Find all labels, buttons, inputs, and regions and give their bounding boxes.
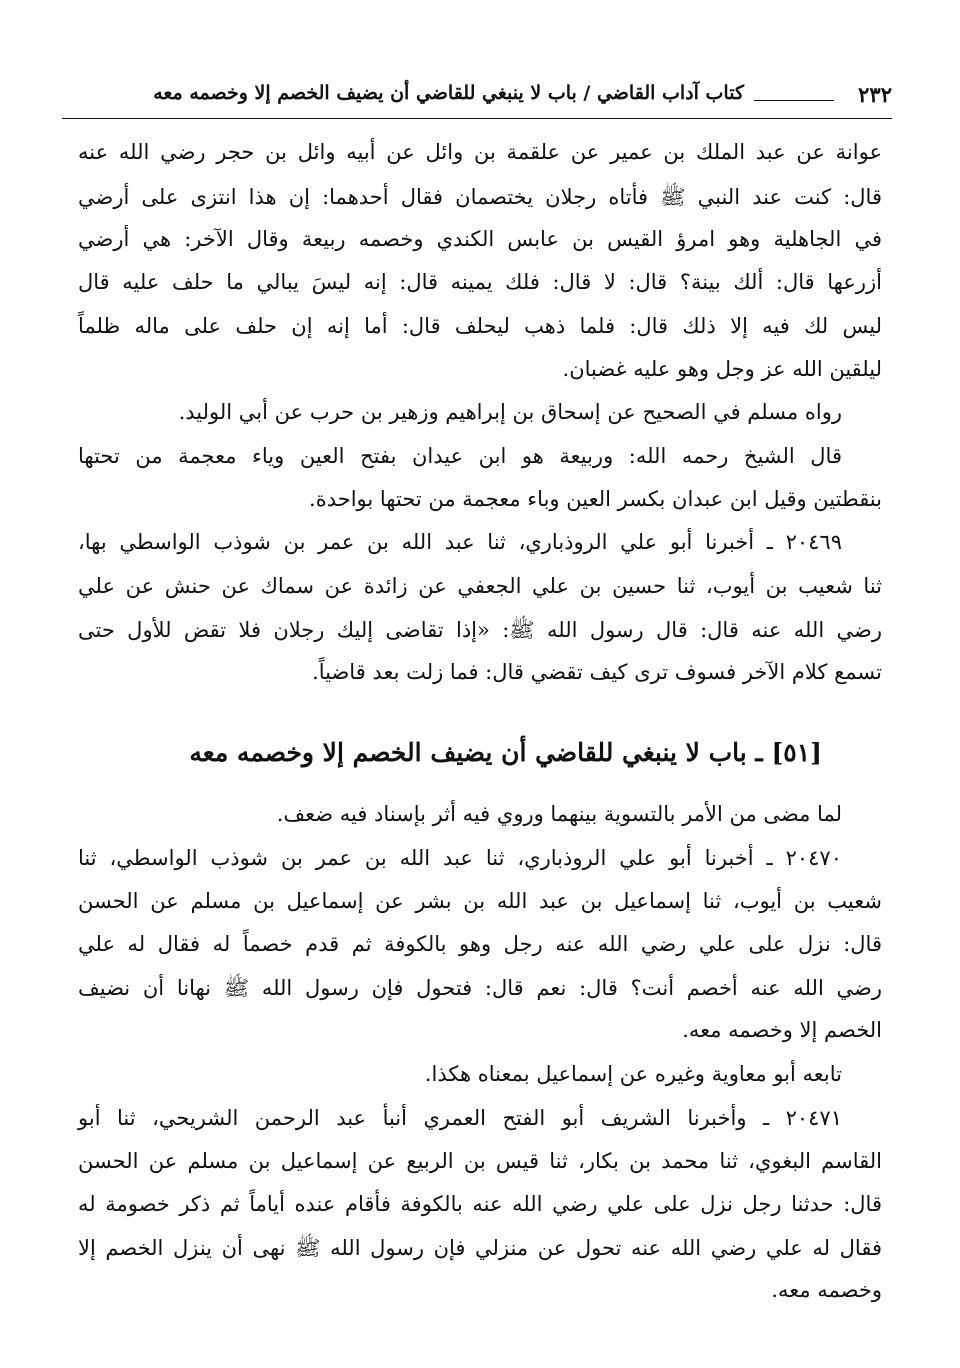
text-line: بنقطتين وقيل ابن عبدان بكسر العين وباء معجمة من تحتها بواحدة.	[309, 487, 882, 511]
text-line: تابعه أبو معاوية وغيره عن إسماعيل بمعناه هكذا.	[424, 1062, 842, 1086]
text-line: أزرعها قال: ألك بينة؟ قال: لا قال: فلك يمينه قال: إنه ليسَ يبالي ما حلف عليه قال	[78, 270, 882, 294]
text-line: رضي الله عنه أخصم أنت؟ قال: نعم قال: فتحول فإن رسول الله ﷺ نهانا أن نضيف	[78, 976, 882, 1000]
text-line: قال الشيخ رحمه الله: وربيعة هو ابن عيدان بفتح العين وياء معجمة من تحتها	[78, 444, 842, 468]
text-line: رضي الله عنه قال: قال رسول الله ﷺ: «إذا تقاضى إليك رجلان فلا تقض للأول حتى	[78, 618, 882, 642]
text-line: في الجاهلية وهو امرؤ القيس بن عابس الكندي وخصمه ربيعة وقال الآخر: هي أرضي	[78, 227, 882, 251]
page-number: ٢٣٢	[858, 82, 892, 107]
text-line: ٢٠٤٧١ ـ وأخبرنا الشريف أبو الفتح العمري أنبأ عبد الرحمن الشريحي، ثنا أبو	[78, 1106, 842, 1130]
text-line: قال: حدثنا رجل نزل على علي رضي الله عنه بالكوفة فأقام عنده أياماً ثم ذكر خصومة له	[78, 1192, 882, 1216]
text-line: ٢٠٤٧٠ ـ أخبرنا أبو علي الروذباري، ثنا عبد الله بن عمر بن شوذب الواسطي، ثنا	[78, 846, 842, 870]
text-line: ليلقين الله عز وجل وهو عليه غضبان.	[562, 357, 882, 381]
header-dash	[754, 100, 834, 101]
text-line: ٢٠٤٦٩ ـ أخبرنا أبو علي الروذباري، ثنا عبد الله بن عمر بن شوذب الواسطي بها،	[78, 530, 842, 554]
text-line: فقال له علي رضي الله عنه تحول عن منزلي فإن رسول الله ﷺ نهى أن ينزل الخصم إلا	[78, 1236, 882, 1260]
running-title: كتاب آداب القاضي / باب لا ينبغي للقاضي أن يضيف الخصم إلا وخصمه معه	[153, 82, 744, 104]
text-line: شعيب بن أيوب، ثنا إسماعيل بن عبد الله بن بشر عن إسماعيل بن مسلم عن الحسن	[78, 889, 882, 913]
text-line: وخصمه معه.	[771, 1278, 882, 1302]
text-line: الخصم إلا وخصمه معه.	[682, 1018, 882, 1042]
text-line: قال: كنت عند النبي ﷺ فأتاه رجلان يختصمان فقال أحدهما: إن هذا انتزى على أرضي	[78, 185, 882, 209]
section-heading: [٥١] ـ باب لا ينبغي للقاضي أن يضيف الخصم إلا وخصمه معه	[189, 738, 822, 767]
text-line: عوانة عن عبد الملك بن عمير عن علقمة بن وائل عن أبيه وائل بن حجر رضي الله عنه	[78, 140, 882, 164]
text-line: لما مضى من الأمر بالتسوية بينهما وروي فيه أثر بإسناد فيه ضعف.	[276, 802, 842, 826]
text-line: ليس لك فيه إلا ذلك قال: فلما ذهب ليحلف قال: أما إنه إن حلف على ماله ظلماً	[78, 314, 882, 338]
text-line: ثنا شعيب بن أيوب، ثنا حسين بن علي الجعفي عن زائدة عن سماك عن حنش عن علي	[78, 574, 882, 598]
text-line: رواه مسلم في الصحيح عن إسحاق بن إبراهيم وزهير بن حرب عن أبي الوليد.	[178, 400, 842, 424]
text-line: تسمع كلام الآخر فسوف ترى كيف تقضي قال: فما زلت بعد قاضياً.	[312, 660, 882, 684]
text-line: القاسم البغوي، ثنا محمد بن بكار، ثنا قيس بن الربيع عن إسماعيل بن مسلم عن الحسن	[78, 1149, 882, 1173]
text-line: قال: نزل على علي رضي الله عنه رجل وهو بالكوفة ثم قدم خصماً له فقال له علي	[78, 932, 882, 956]
running-header	[62, 82, 892, 119]
